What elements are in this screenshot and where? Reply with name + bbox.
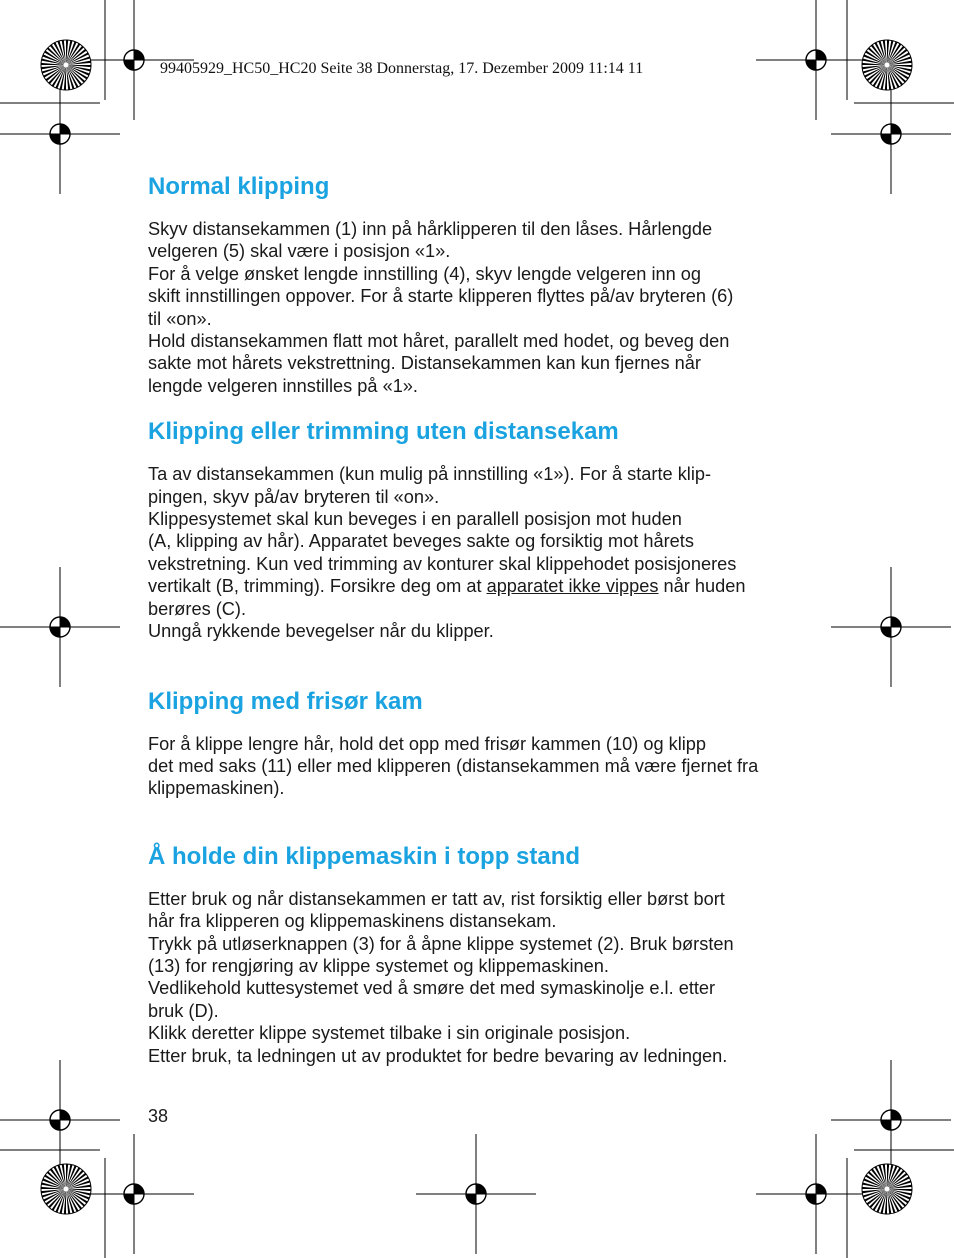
text-span: vertikalt (B, trimming). Forsikre deg om at bbox=[148, 576, 487, 597]
text-line: Trykk på utløserknappen (3) for å åpne klippe systemet (2). Bruk børsten bbox=[148, 933, 734, 954]
text-line: lengde velgeren innstilles på «1». bbox=[148, 375, 418, 396]
registration-mark-left-upper bbox=[0, 74, 120, 194]
text-line: Etter bruk og når distansekammen er tatt av, rist forsiktig eller børst bort bbox=[148, 888, 725, 909]
registration-mark-left-middle bbox=[0, 567, 120, 687]
page-number: 38 bbox=[148, 1106, 169, 1126]
text-line: Etter bruk, ta ledningen ut av produktet for bedre bevaring av ledningen. bbox=[148, 1045, 728, 1066]
registration-mark-left-lower bbox=[0, 1060, 120, 1180]
section-normal-klipping-body bbox=[148, 218, 808, 397]
text-line: klippemaskinen). bbox=[148, 778, 285, 799]
text-line: skift innstillingen oppover. For å starte klipperen flyttes på/av bryteren (6) bbox=[148, 286, 734, 307]
text-line: pingen, skyv på/av bryteren til «on». bbox=[148, 486, 440, 507]
star-target-bottom-left bbox=[41, 1164, 91, 1214]
text-line: Klippesystemet skal kun beveges i en parallell posisjon mot huden bbox=[148, 509, 682, 530]
text-span: når huden bbox=[658, 576, 746, 597]
registration-mark-bottom-right bbox=[756, 1134, 876, 1254]
text-line: Unngå rykkende bevegelser når du klipper. bbox=[148, 621, 494, 642]
text-line: Klikk deretter klippe systemet tilbake i sin originale posisjon. bbox=[148, 1023, 631, 1044]
star-target-bottom-right bbox=[862, 1164, 912, 1214]
text-line: For å klippe lengre hår, hold det opp med frisør kammen (10) og klipp bbox=[148, 733, 707, 754]
section-klipping-uten-distansekam-body bbox=[148, 463, 808, 642]
text-line: til «on». bbox=[148, 308, 212, 329]
heading-klipping-med-frisor-kam: Klipping med frisør kam bbox=[148, 687, 423, 715]
registration-mark-top-right bbox=[756, 0, 876, 120]
star-target-top-left bbox=[41, 40, 91, 90]
registration-mark-right-middle bbox=[831, 567, 951, 687]
star-target-top-right bbox=[862, 40, 912, 90]
text-line: Ta av distansekammen (kun mulig på innstilling «1»). For å starte klip- bbox=[148, 464, 712, 485]
text-line: bruk (D). bbox=[148, 1000, 219, 1021]
text-line: berøres (C). bbox=[148, 598, 247, 619]
registration-mark-bottom-left bbox=[74, 1134, 194, 1254]
text-line: hår fra klipperen og klippemaskinens distansekam. bbox=[148, 911, 557, 932]
text-line: (A, klipping av hår). Apparatet beveges sakte og forsiktig mot hårets bbox=[148, 531, 694, 552]
text-line-with-underline bbox=[148, 575, 808, 597]
text-line: det med saks (11) eller med klipperen (distansekammen må være fjernet fra bbox=[148, 755, 759, 776]
text-line: (13) for rengjøring av klippe systemet og klippemaskinen. bbox=[148, 955, 609, 976]
text-line: Hold distansekammen flatt mot håret, parallelt med hodet, og beveg den bbox=[148, 331, 730, 352]
heading-normal-klipping: Normal klipping bbox=[148, 173, 330, 200]
registration-mark-bottom-center bbox=[416, 1134, 536, 1254]
text-line: sakte mot hårets vekstrettning. Distansekammen kan kun fjernes når bbox=[148, 353, 701, 374]
text-line: velgeren (5) skal være i posisjon «1». bbox=[148, 241, 451, 262]
text-line: Skyv distansekammen (1) inn på hårklipperen til den låses. Hårlengde bbox=[148, 219, 713, 239]
heading-klipping-uten-distansekam: Klipping eller trimming uten distansekam bbox=[148, 418, 619, 446]
underlined-text: apparatet ikke vippes bbox=[486, 576, 659, 597]
text-line: For å velge ønsket lengde innstilling (4), skyv lengde velgeren inn og bbox=[148, 263, 702, 284]
text-line: vekstretning. Kun ved trimming av konturer skal klippehodet posisjoneres bbox=[148, 553, 737, 574]
heading-topp-stand: Å holde din klippemaskin i topp stand bbox=[148, 842, 581, 870]
document-body bbox=[148, 170, 808, 1067]
text-line: Vedlikehold kuttesystemet ved å smøre det med symaskinolje e.l. etter bbox=[148, 978, 716, 999]
print-slug: 99405929_HC50_HC20 Seite 38 Donnerstag, 17. Dezember 2009 11:14 11 bbox=[160, 60, 644, 77]
registration-mark-right-upper bbox=[831, 74, 951, 194]
registration-mark-right-lower bbox=[831, 1060, 951, 1180]
section-klipping-med-frisor-kam-body bbox=[148, 733, 808, 800]
section-topp-stand-body bbox=[148, 888, 808, 1067]
